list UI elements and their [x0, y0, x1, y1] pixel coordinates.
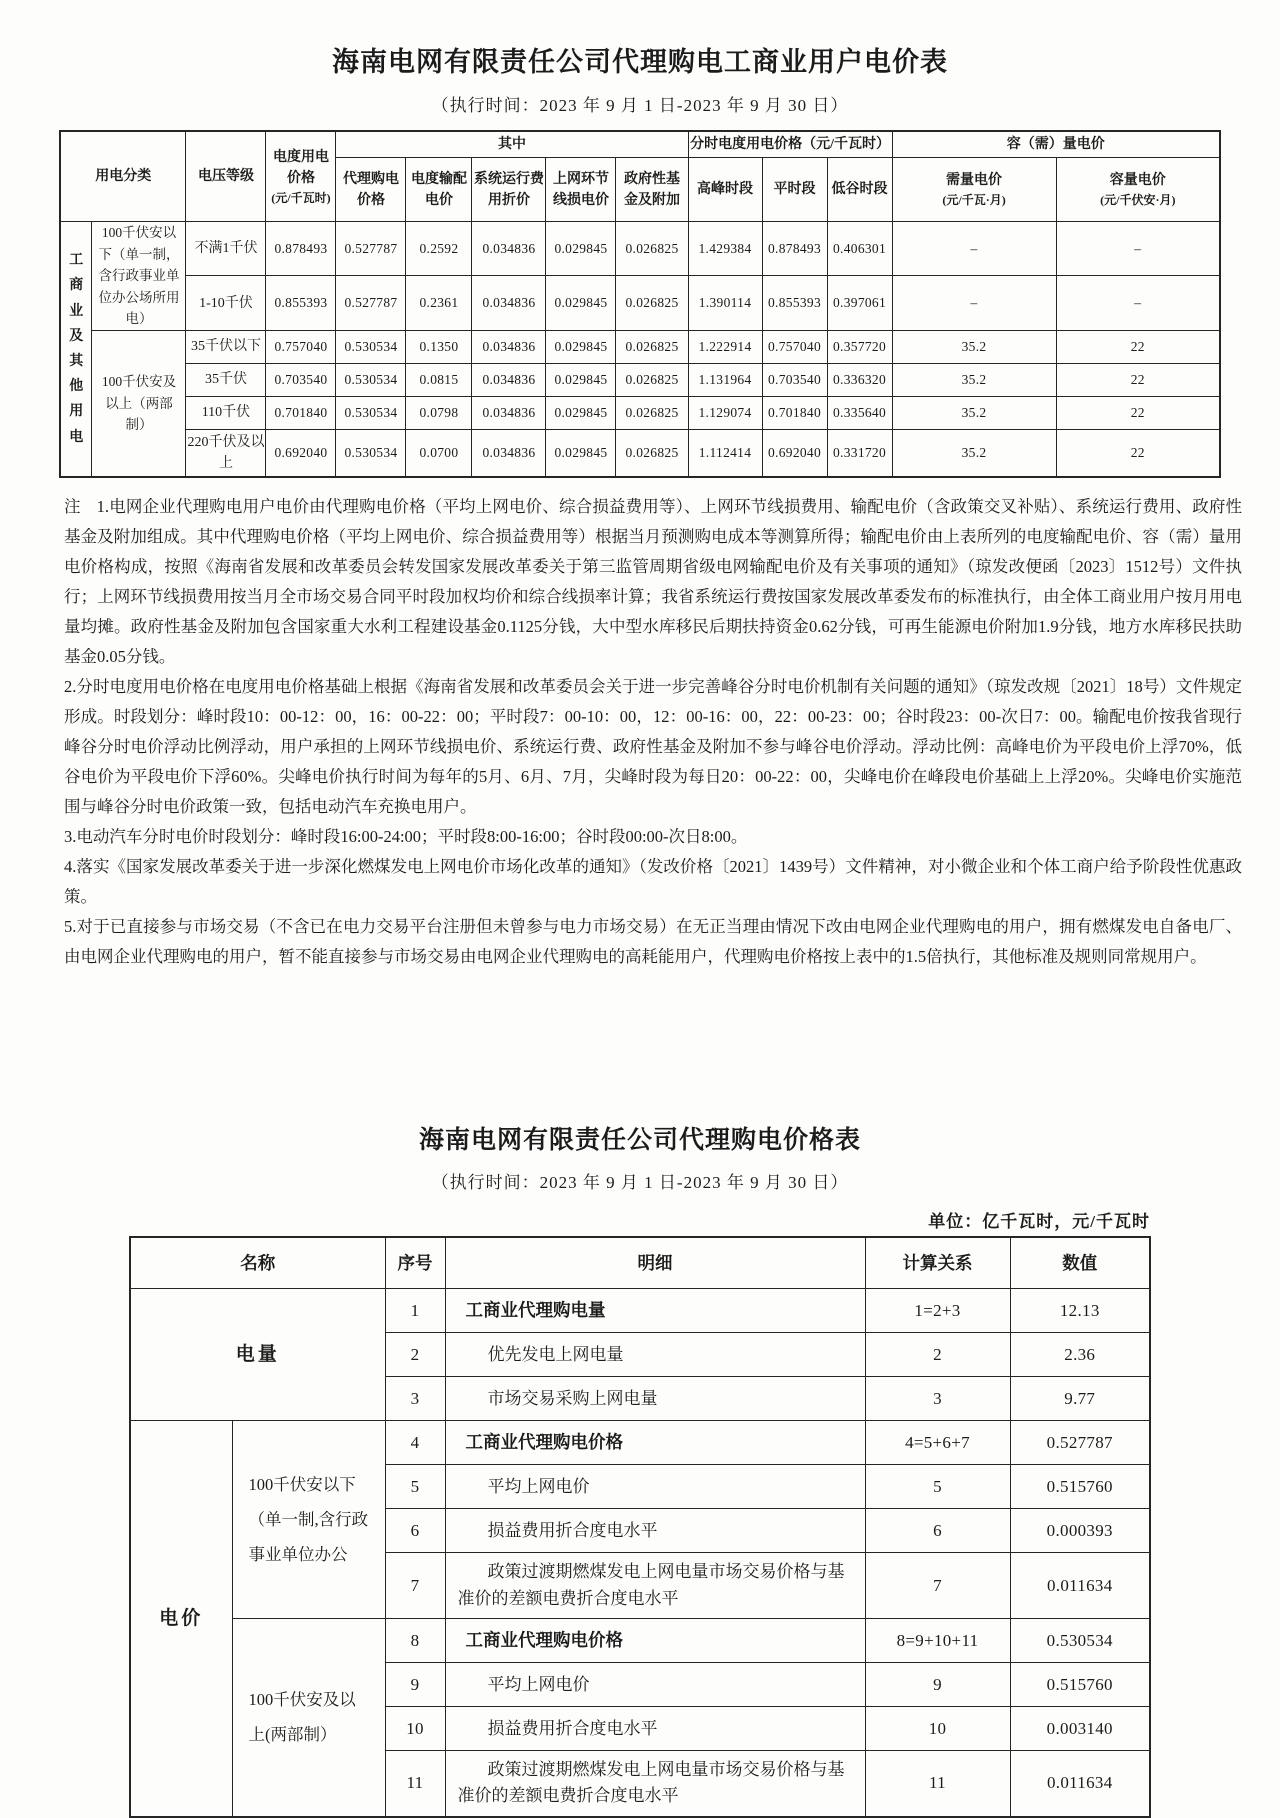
price-cell: 0.026825 [616, 396, 688, 429]
value-cell: 12.13 [1010, 1289, 1150, 1333]
value-cell: 0.530534 [1010, 1619, 1150, 1663]
price-cell: 22 [1056, 429, 1220, 477]
price-cell: 0.757040 [762, 330, 827, 363]
price-cell: 0.527787 [336, 276, 406, 330]
detail-cell: 市场交易采购上网电量 [445, 1377, 865, 1421]
value-cell: 0.515760 [1010, 1465, 1150, 1509]
price-cell: 0.757040 [266, 330, 336, 363]
header-demand-price [892, 158, 1056, 222]
price-cell: 22 [1056, 363, 1220, 396]
header-capacity-price [1056, 158, 1220, 222]
note-text: 1.电网企业代理购电用户电价由代理购电价格（平均上网电价、综合损益费用等）、上网环节线损费用、输配电价（含政策交叉补贴）、系统运行费用、政府性基金及附加组成。其中代理购电价格（平均上网电价、综合损益费用等）根据当月预测购电成本等测算所得；输配电价由上表所列的电度输配电价、容（需）量用电价格构成，按照《海南省发展和改革委员会转发国家发展改革委关于第三监管周期省级电网输配电价及有关事项的通知》（琼发改便函〔2023〕1512号）文件执行；上网环节线损费用按当月全市场交易合同平时段加权均价和综合线损率计算；我省系统运行费按国家发展改革委发布的标准执行，由全体工商业用户按月用电量均摊。政府性基金及附加包含国家重大水利工程建设基金0.1125分钱，大中型水库移民后期扶持资金0.62分钱，可再生能源电价附加1.9分钱，地方水库移民扶助基金0.05分钱。 [64, 496, 1243, 667]
price-cell: 1.222914 [688, 330, 762, 363]
price-cell: 0.530534 [336, 396, 406, 429]
no-cell: 2 [385, 1333, 445, 1377]
calc-cell: 10 [865, 1707, 1010, 1751]
header-demand-price-unit: (元/千瓦·月) [942, 193, 1006, 207]
note-item: 2.分时电度用电价格在电度用电价格基础上根据《海南省发展和改革委员会关于进一步完善峰谷分时电价机制有关问题的通知》（琼发改规〔2021〕18号）文件规定形成。时段划分：峰时段10：00-12：00，16：00-22：00；平时段7：00-10：00，12：00-16：00，22：00-23：00；谷时段23：00-次日7：00。输配电价按我省现行峰谷分时电价浮动比例浮动，用户承担的上网环节线损电价、系统运行费、政府性基金及附加不参与峰谷电价浮动。浮动比例：高峰电价为平段电价上浮70%，低谷电价为平段电价下浮60%。尖峰电价执行时间为每年的5月、6月、7月，尖峰时段为每日20：00-22：00，尖峰电价在峰段电价基础上上浮20%。尖峰电价实施范围与峰谷分时电价政策一致，包括电动汽车充换电用户。 [64, 677, 1242, 817]
price-cell: 0.878493 [762, 222, 827, 276]
table1-title: 海南电网有限责任公司代理购电工商业用户电价表 [332, 47, 948, 77]
header-detail: 明细 [445, 1237, 865, 1289]
note-label: 注 [64, 496, 81, 516]
table-row [130, 1289, 1150, 1333]
voltage-cell: 110千伏 [186, 396, 266, 429]
table-row [130, 1619, 1150, 1663]
price-cell: 0.692040 [266, 429, 336, 477]
category-sub1-cell: 100千伏安以下（单一制，含行政事业单位办公场所用电） [92, 222, 186, 331]
table2-title: 海南电网有限责任公司代理购电价格表 [418, 1127, 861, 1155]
price-cell: 1.131964 [688, 363, 762, 396]
price-cell: 0.026825 [616, 363, 688, 396]
no-cell: 11 [385, 1751, 445, 1817]
price-cell: 0.029845 [546, 276, 616, 330]
no-cell: 7 [385, 1553, 445, 1619]
price-cell: 0.029845 [546, 330, 616, 363]
price-cell: – [1056, 222, 1220, 276]
price-cell: 0.029845 [546, 429, 616, 477]
table2-subtitle: （执行时间：2023 年 9 月 1 日-2023 年 9 月 30 日） [431, 1173, 849, 1193]
price-cell: 0.0798 [406, 396, 472, 429]
header-calc: 计算关系 [865, 1237, 1010, 1289]
group-quantity-cell: 电量 [130, 1289, 385, 1421]
table-row [130, 1421, 1150, 1465]
price-cell: 0.406301 [827, 222, 892, 276]
price-cell: 22 [1056, 330, 1220, 363]
no-cell: 5 [385, 1465, 445, 1509]
calc-cell: 7 [865, 1553, 1010, 1619]
value-cell: 0.011634 [1010, 1751, 1150, 1817]
header-agency-price: 代理购电价格 [336, 158, 406, 222]
table-row [60, 222, 1220, 276]
voltage-cell: 1-10千伏 [186, 276, 266, 330]
price-cell: 0.034836 [472, 396, 546, 429]
value-cell: 0.000393 [1010, 1509, 1150, 1553]
price-cell: 1.429384 [688, 222, 762, 276]
voltage-cell: 不满1千伏 [186, 222, 266, 276]
price-cell: 0.701840 [762, 396, 827, 429]
detail-cell: 工商业代理购电量 [445, 1289, 865, 1333]
price-cell: 0.530534 [336, 363, 406, 396]
price-cell: 0.335640 [827, 396, 892, 429]
price-cell: 22 [1056, 396, 1220, 429]
detail-cell: 工商业代理购电价格 [445, 1619, 865, 1663]
header-among-group: 其中 [336, 131, 688, 158]
price-cell: 0.029845 [546, 396, 616, 429]
price-cell: 35.2 [892, 363, 1056, 396]
category-main-cell: 工商业及其他用电 [60, 222, 92, 477]
header-transmission-price: 电度输配电价 [406, 158, 472, 222]
header-value: 数值 [1010, 1237, 1150, 1289]
header-capacity-price-unit: (元/千伏安·月) [1100, 193, 1176, 207]
price-sub2-cell: 100千伏安及以上(两部制） [232, 1619, 385, 1817]
note-item: 5.对于已直接参与市场交易（不含已在电力交易平台注册但未曾参与电力市场交易）在无正当理由情况下改由电网企业代理购电的用户，拥有燃煤发电自备电厂、由电网企业代理购电的用户，暂不能直接参与市场交易由电网企业代理购电的高耗能用户，代理购电价格按上表中的1.5倍执行，其他标准及规则同常规用户。 [64, 917, 1242, 967]
price-cell: 0.357720 [827, 330, 892, 363]
no-cell: 1 [385, 1289, 445, 1333]
calc-cell: 1=2+3 [865, 1289, 1010, 1333]
price-cell: 1.112414 [688, 429, 762, 477]
price-cell: 0.034836 [472, 276, 546, 330]
calc-cell: 5 [865, 1465, 1010, 1509]
price-cell: 0.026825 [616, 276, 688, 330]
agency-purchase-price-table [129, 1236, 1151, 1818]
detail-cell: 政策过渡期燃煤发电上网电量市场交易价格与基准价的差额电费折合度电水平 [445, 1751, 865, 1817]
price-cell: 0.703540 [266, 363, 336, 396]
note-item [64, 492, 1242, 672]
price-cell: 0.692040 [762, 429, 827, 477]
price-cell: 0.530534 [336, 330, 406, 363]
price-cell: 0.026825 [616, 222, 688, 276]
detail-cell: 损益费用折合度电水平 [445, 1509, 865, 1553]
price-cell: 0.034836 [472, 222, 546, 276]
category-sub2-cell: 100千伏安及以上（两部制） [92, 330, 186, 477]
price-cell: 0.331720 [827, 429, 892, 477]
price-cell: 0.029845 [546, 222, 616, 276]
no-cell: 8 [385, 1619, 445, 1663]
price-cell: 1.390114 [688, 276, 762, 330]
price-cell: 35.2 [892, 396, 1056, 429]
header-energy-price [266, 131, 336, 222]
header-system-operation: 系统运行费用折价 [472, 158, 546, 222]
price-cell: 0.0700 [406, 429, 472, 477]
header-flat: 平时段 [762, 158, 827, 222]
commercial-user-price-table [59, 130, 1221, 478]
header-energy-price-label: 电度用电价格 [272, 149, 329, 186]
price-cell: 0.034836 [472, 363, 546, 396]
header-capacity-group: 容（需）量电价 [892, 131, 1220, 158]
group-price-cell: 电价 [130, 1421, 232, 1817]
price-cell: 0.034836 [472, 429, 546, 477]
unit-label: 单位：亿千瓦时，元/千瓦时 [928, 1212, 1150, 1232]
price-cell: 0.703540 [762, 363, 827, 396]
header-peak: 高峰时段 [688, 158, 762, 222]
price-cell: 0.701840 [266, 396, 336, 429]
price-cell: 0.026825 [616, 429, 688, 477]
note-item: 3.电动汽车分时电价时段划分：峰时段16:00-24:00；平时段8:00-16:00；谷时段00:00-次日8:00。 [64, 827, 748, 847]
detail-cell: 损益费用折合度电水平 [445, 1707, 865, 1751]
price-cell: 0.397061 [827, 276, 892, 330]
header-usage-class: 用电分类 [60, 131, 186, 222]
header-capacity-price-label: 容量电价 [1109, 173, 1166, 188]
note-item: 4.落实《国家发展改革委关于进一步深化燃煤发电上网电价市场化改革的通知》（发改价格〔2021〕1439号）文件精神，对小微企业和个体工商户给予阶段性优惠政策。 [64, 857, 1242, 907]
price-cell: 0.2361 [406, 276, 472, 330]
header-valley: 低谷时段 [827, 158, 892, 222]
table-row [60, 276, 1220, 330]
price-cell: – [892, 276, 1056, 330]
price-cell: 35.2 [892, 429, 1056, 477]
table-row [60, 363, 1220, 396]
detail-cell: 平均上网电价 [445, 1663, 865, 1707]
calc-cell: 2 [865, 1333, 1010, 1377]
header-grid-line-loss: 上网环节线损电价 [546, 158, 616, 222]
price-cell: 0.029845 [546, 363, 616, 396]
header-voltage-level: 电压等级 [186, 131, 266, 222]
price-cell: 0.527787 [336, 222, 406, 276]
no-cell: 9 [385, 1663, 445, 1707]
no-cell: 4 [385, 1421, 445, 1465]
table-row [60, 429, 1220, 477]
price-cell: 0.034836 [472, 330, 546, 363]
detail-cell: 政策过渡期燃煤发电上网电量市场交易价格与基准价的差额电费折合度电水平 [445, 1553, 865, 1619]
no-cell: 6 [385, 1509, 445, 1553]
section-agency-price [0, 1120, 1280, 1818]
header-no: 序号 [385, 1237, 445, 1289]
price-cell: 0.0815 [406, 363, 472, 396]
voltage-cell: 35千伏 [186, 363, 266, 396]
notes [64, 492, 1242, 972]
price-sub1-cell: 100千伏安以下（单一制,含行政事业单位办公 [232, 1421, 385, 1619]
price-cell: – [1056, 276, 1220, 330]
table-row [60, 396, 1220, 429]
detail-cell: 优先发电上网电量 [445, 1333, 865, 1377]
header-gov-funds: 政府性基金及附加 [616, 158, 688, 222]
voltage-cell: 35千伏以下 [186, 330, 266, 363]
calc-cell: 3 [865, 1377, 1010, 1421]
price-cell: 0.878493 [266, 222, 336, 276]
price-cell: 35.2 [892, 330, 1056, 363]
calc-cell: 4=5+6+7 [865, 1421, 1010, 1465]
value-cell: 0.515760 [1010, 1663, 1150, 1707]
price-cell: – [892, 222, 1056, 276]
table2-header-row [130, 1237, 1150, 1289]
value-cell: 0.003140 [1010, 1707, 1150, 1751]
price-cell: 0.530534 [336, 429, 406, 477]
price-cell: 0.855393 [266, 276, 336, 330]
value-cell: 0.011634 [1010, 1553, 1150, 1619]
value-cell: 0.527787 [1010, 1421, 1150, 1465]
detail-cell: 工商业代理购电价格 [445, 1421, 865, 1465]
header-name: 名称 [130, 1237, 385, 1289]
header-demand-price-label: 需量电价 [946, 173, 1003, 188]
calc-cell: 6 [865, 1509, 1010, 1553]
no-cell: 10 [385, 1707, 445, 1751]
detail-cell: 平均上网电价 [445, 1465, 865, 1509]
voltage-cell: 220千伏及以上 [186, 429, 266, 477]
price-cell: 0.1350 [406, 330, 472, 363]
calc-cell: 9 [865, 1663, 1010, 1707]
no-cell: 3 [385, 1377, 445, 1421]
header-tou-group: 分时电度用电价格（元/千瓦时） [688, 131, 892, 158]
price-cell: 1.129074 [688, 396, 762, 429]
table-row [60, 330, 1220, 363]
calc-cell: 11 [865, 1751, 1010, 1817]
price-cell: 0.026825 [616, 330, 688, 363]
value-cell: 9.77 [1010, 1377, 1150, 1421]
price-cell: 0.855393 [762, 276, 827, 330]
price-cell: 0.336320 [827, 363, 892, 396]
header-energy-price-unit: (元/千瓦时) [271, 190, 331, 205]
table1-subtitle: （执行时间：2023 年 9 月 1 日-2023 年 9 月 30 日） [431, 96, 849, 115]
calc-cell: 8=9+10+11 [865, 1619, 1010, 1663]
table1-header-group-row [60, 131, 1220, 158]
value-cell: 2.36 [1010, 1333, 1150, 1377]
price-cell: 0.2592 [406, 222, 472, 276]
